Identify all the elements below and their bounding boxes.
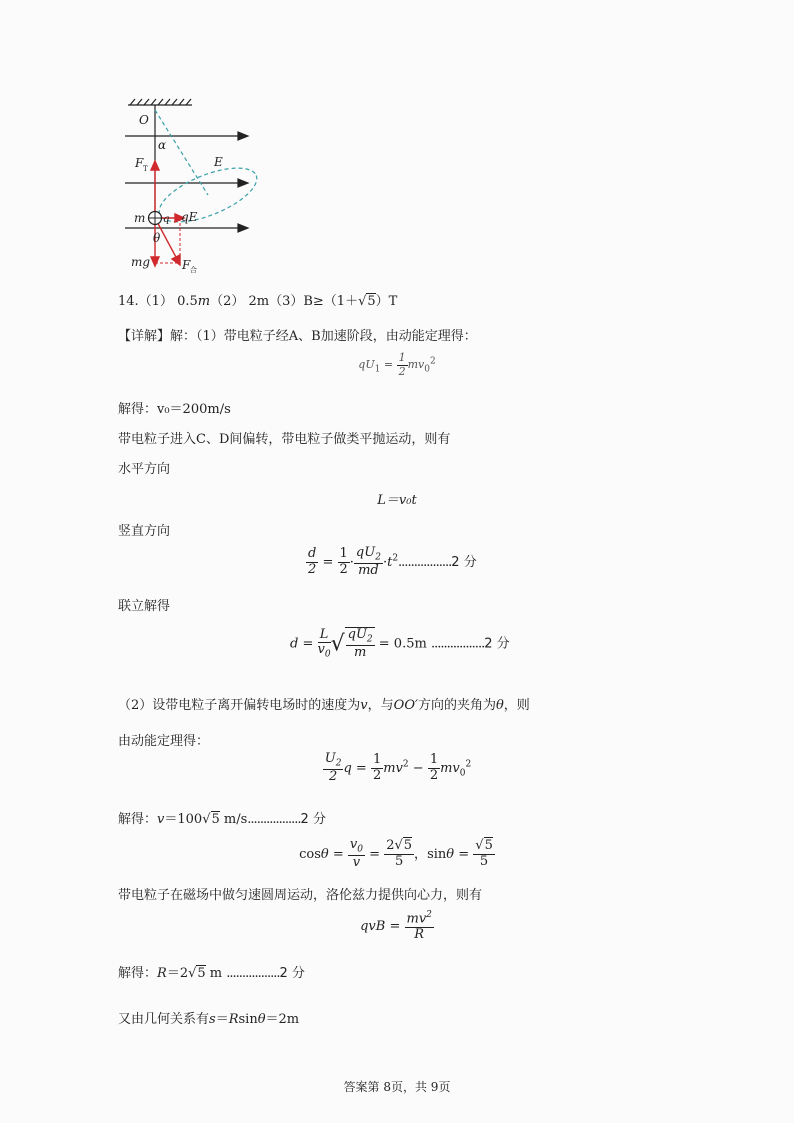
part2-intro-oo: OO′ [393,698,418,713]
equation-3 [306,546,477,579]
part2-intro-v: v [360,698,368,713]
solve-R-c: ＝2 [166,966,189,981]
eq1-right-sub: 0 [424,364,430,375]
eq6-sin: sin [427,846,447,862]
eq3-t: t [387,554,393,570]
eq5-l-den: 2 [328,768,338,784]
particle [149,212,162,225]
eq6-f1-num: v [349,837,358,852]
answer-part2: （2） 2m（3）B≥（1＋ [210,294,359,309]
eq1-eq: = [380,358,397,372]
eq4-score: 2 分 [484,636,510,652]
equation-6: cosθ = $\frac{v_0}{v}$ = $\frac{2√5}{5}$ ，sinθ = $\frac{√5}{5}$ [299,837,493,870]
physics-figure [120,95,290,275]
eq6-theta2: θ [446,846,455,862]
eq3-eq: = [318,554,338,570]
eq3-f-num: qU [355,545,376,560]
eq6-f2-num-sqrt: 5 [403,838,413,853]
label-Fhe-sub: 合 [190,266,197,274]
eq7-f-num: mv [406,911,427,927]
eq6-eq1: = [328,846,348,862]
solve-v-score: 2 分 [300,812,326,827]
eq3-score: 2 分 [451,554,477,570]
eq3-dots: ................. [398,554,452,570]
eq4-r-den: m [353,644,367,660]
part2-intro-c: 方向的夹角为 [417,698,496,713]
eq4-dots: ................. [430,636,485,652]
eq5-b-sup: 2 [465,759,472,770]
answer-m: m [197,294,211,309]
eq4-f-den: v [317,642,325,658]
eq7-f-num-sup: 2 [426,910,432,920]
eq6-eq3: = [454,846,474,862]
part2-intro-d: ，则 [503,698,530,713]
answer-line: 14.（1） 0.5m（2） 2m（3）B≥（1＋√5）T [118,294,398,309]
eq4-r-num-sub: 2 [366,634,373,645]
equation-7 [0,910,794,943]
eq1-left-sub: 1 [374,364,381,375]
solve-R-line: 解得：R＝2√5 m .................2 分 [118,966,305,981]
eq3-c-den: 2 [339,561,348,577]
solve-v-sqrt: 5 [211,812,220,827]
eq1-frac-num: 1 [398,351,406,364]
eq5-a-num: 1 [372,752,382,767]
eq1-frac-den: 2 [398,364,406,378]
label-q: q [163,214,170,225]
ceiling [128,99,192,105]
equation-1 [0,352,794,378]
geometry-b: ＝ [215,1012,229,1027]
eq4-r-num: qU [347,627,367,642]
geometry-theta: θ [257,1012,266,1027]
eq3-lhs-den: 2 [308,561,317,577]
eq6-f3-den: 5 [479,853,489,869]
eq6-f3-num-sqrt: 5 [484,838,493,853]
eq6-theta1: θ [320,846,329,862]
geometry-R: R [228,1012,239,1027]
eq5-a-sup: 2 [402,759,409,770]
eq3-c-num: 1 [339,546,348,561]
eq5-b-text: mv [440,760,460,776]
solve-v-a: 解得： [118,812,158,827]
eq5-minus: − [408,760,428,776]
horizontal-line: 水平方向 [118,462,171,477]
combine-line: 联立解得 [118,599,171,614]
geometry-line [118,1008,299,1027]
eq5-b-den: 2 [429,767,439,783]
answer-prefix: 14.（1） 0.5 [118,294,198,309]
eq6-eq2: = [365,846,385,862]
eq6-f1-den: v [352,854,361,870]
eq5-b-num: 1 [429,752,439,767]
eq5-a-den: 2 [372,767,382,783]
eq5-l-num: U [324,751,336,766]
eq5-b-sub: 0 [459,768,466,779]
answer-sqrt5: 5 [367,294,376,309]
equation-5 [0,752,794,785]
label-theta: θ [153,231,161,245]
eq3-dot1: · [349,554,354,570]
vertical-line: 竖直方向 [118,524,171,539]
eq6-f2-den: 5 [394,853,404,869]
eq5-q: q [343,760,352,776]
eq4-result: = 0.5m [374,636,427,652]
solve-v-dots: ................. [247,812,301,827]
label-m: m [134,211,146,225]
solve-R-a: 解得： [118,966,158,981]
geometry-a: 又由几何关系有 [118,1012,210,1027]
label-E: E [214,155,223,169]
eq4-f-den-sub: 0 [324,650,331,661]
eq3-dot2: · [382,554,388,570]
eq3-t-sup: 2 [392,553,399,564]
eq1-right: mv [407,358,425,372]
part2-intro-theta: θ [495,698,504,713]
eq3-f-num-sub: 2 [375,552,381,563]
label-alpha: α [158,138,167,152]
eq7-eq: = [385,919,405,935]
part2-intro-b: ，与 [367,698,394,713]
eq4-eq: = [298,636,318,652]
eq6-cos: cos [299,846,321,862]
solve-v-b: v [157,812,165,827]
energy-theorem-line: 由动能定理得： [118,734,210,749]
eq6-f2-num-a: 2 [386,838,395,853]
solve-R-b: R [157,966,167,981]
detail-line: 【详解】解：（1）带电粒子经A、B加速阶段，由动能定理得： [118,329,477,344]
geometry-c: sin [238,1012,258,1027]
part2-intro-line [118,694,530,713]
eq5-a-text: mv [383,760,403,776]
eq3-f-den: md [358,562,379,578]
solve-R-sqrt: 5 [197,966,206,981]
label-mg: mg [131,255,151,269]
eq5-l-num-sub: 2 [335,758,342,769]
equation-2: L＝v₀t [377,493,417,508]
page-footer: 答案第 8页，共 9页 [343,1080,451,1094]
solve-R-d: m [205,966,223,981]
magnetic-line: 带电粒子在磁场中做匀速圆周运动，洛伦兹力提供向心力，则有 [118,888,483,903]
solve-R-score: 2 分 [279,966,305,981]
solve-v-d: m/s [219,812,248,827]
equation-4: d = $\frac{L}{v_0}$ √ $\frac{qU_2}{m}$ = 0.5m .................2 分 [290,626,510,661]
solve-v-line: 解得：v＝100√5 m/s.................2 分 [118,812,326,827]
solve1-line: 解得：v₀＝200m/s [118,402,231,417]
eq5-eq: = [351,760,371,776]
solve-v-c: ＝100 [164,812,203,827]
eq7-lhs: qvB [360,919,386,935]
answer-suffix: ）T [375,294,398,309]
enter-cd-line: 带电粒子进入C、D间偏转，带电粒子做类平抛运动，则有 [118,432,451,447]
solve-R-dots: ................. [226,966,280,981]
label-FT-sub: T [143,165,148,173]
geometry-d: ＝2m [265,1012,300,1027]
eq6-f1-num-sub: 0 [357,844,364,855]
label-FT: F [135,156,144,170]
eq1-right-sup: 2 [429,356,436,367]
label-qE: qE [181,210,198,224]
part2-intro-a: （2）设带电粒子离开偏转电场时的速度为 [118,698,361,713]
eq1-left: qU [358,358,375,372]
eq3-lhs-num: d [308,546,317,561]
eq6-sep: ， [414,846,428,862]
eq7-f-den: R [414,927,425,943]
geometry-s: s [209,1012,216,1027]
label-O: O [139,113,149,127]
eq4-f-num: L [318,628,331,644]
label-Fhe: F [182,258,191,272]
eq4-lhs: d [290,636,299,652]
